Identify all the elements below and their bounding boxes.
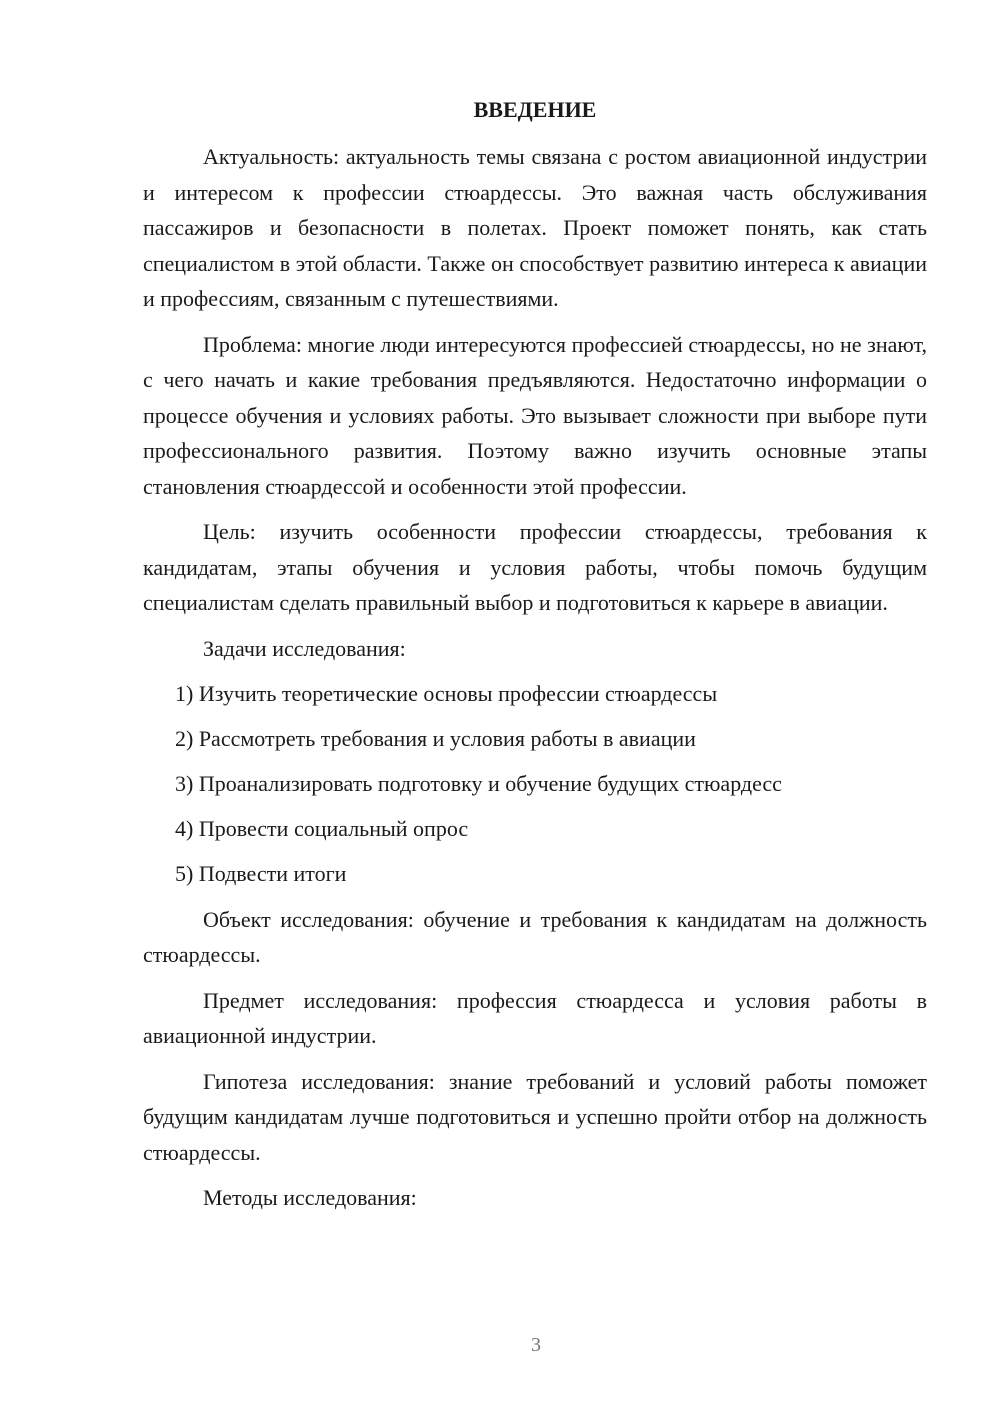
paragraph-hypothesis: Гипотеза исследования: знание требований и условий работы поможет будущим кандидатам лучше подготовиться и успешно пройти отбор на должность стюардессы. [143,1068,927,1165]
paragraph-relevance: Актуальность: актуальность темы связана с ростом авиационной индустрии и интересом к профессии стюардессы. Это важная часть обслуживания пассажиров и безопасности в полетах. Проект поможет понять, как стать специалистом в этой области. Также он способствует развитию интереса к авиации и профессиям, связанным с путешествиями. [143,144,927,311]
page-number: 3 [531,1334,541,1356]
tasks-list [143,676,927,892]
page-title: ВВЕДЕНИЕ [473,97,597,122]
paragraph-goal: Цель: изучить особенности профессии стюардессы, требования к кандидатам, этапы обучения и условия работы, чтобы помочь будущим специалистам сделать правильный выбор и подготовиться к карьере в авиации. [143,519,927,615]
paragraph-subject: Предмет исследования: профессия стюардесса и условия работы в авиационной индустрии. [143,987,927,1048]
paragraph-object: Объект исследования: обучение и требования к кандидатам на должность стюардессы. [143,906,927,967]
paragraph-tasks-heading: Задачи исследования: [203,635,406,661]
paragraph-problem: Проблема: многие люди интересуются профессией стюардессы, но не знают, с чего начать и какие требования предъявляются. Недостаточно информации о процессе обучения и условиях работы. Это вызывает сложности при выборе пути профессионального развития. Поэтому важно изучить основные этапы становления стюардессой и особенности этой профессии. [143,331,927,499]
list-item: 2) Рассмотреть требования и условия работы в авиации [175,726,696,751]
list-item: 4) Провести социальный опрос [175,816,469,841]
list-item: 1) Изучить теоретические основы профессии стюардессы [175,681,718,706]
page-content [143,92,927,1216]
list-item: 3) Проанализировать подготовку и обучение будущих стюардесс [175,771,782,796]
paragraph-methods: Методы исследования: [203,1185,417,1210]
list-item: 5) Подвести итоги [175,861,347,886]
